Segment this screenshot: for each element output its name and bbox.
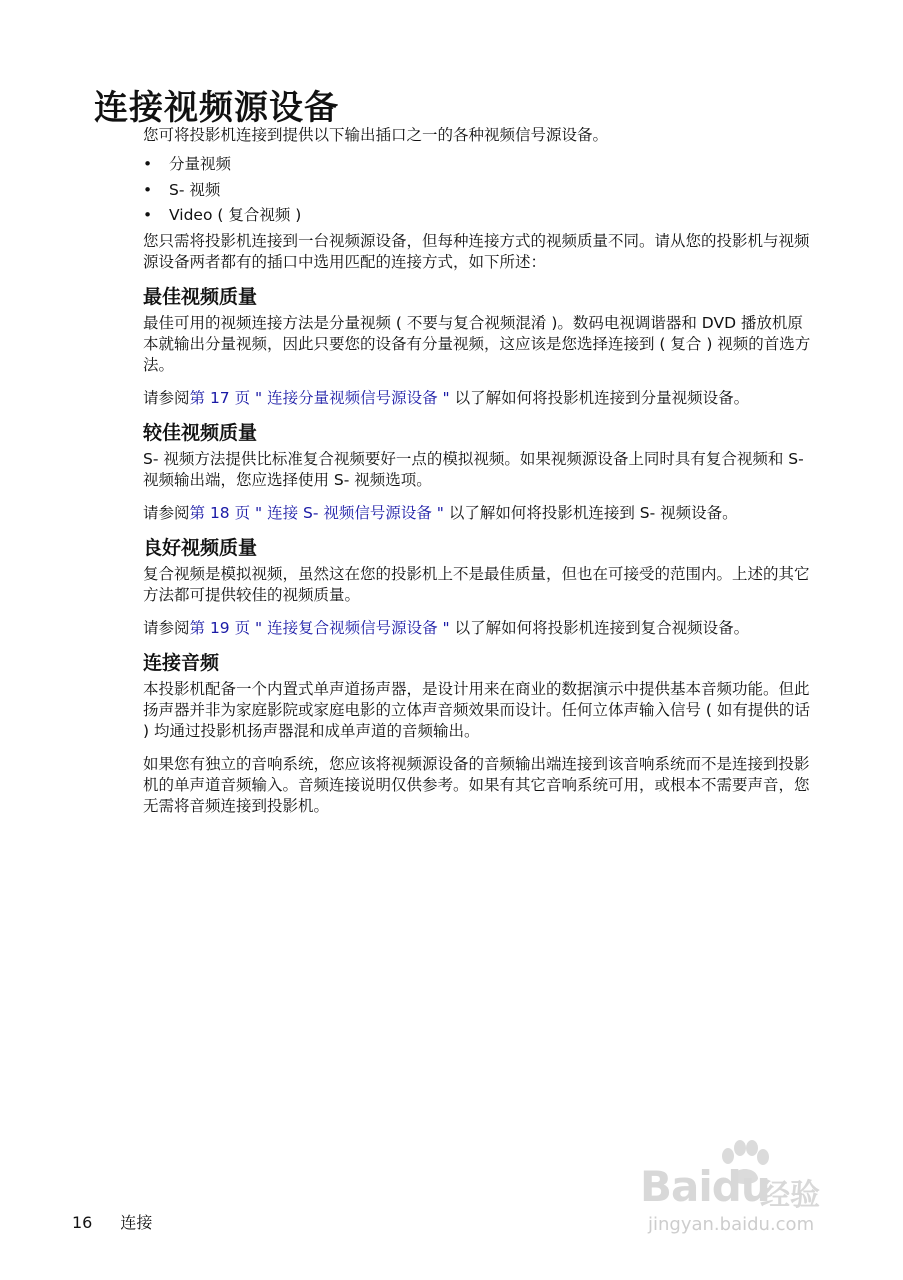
quality-note-paragraph: 您只需将投影机连接到一台视频源设备，但每种连接方式的视频质量不同。请从您的投影机与视频源设备两者都有的插口中选用匹配的连接方式，如下所述： bbox=[143, 231, 810, 271]
list-item: • 分量视频 bbox=[143, 152, 813, 178]
list-item: • Video ( 复合视频 ) bbox=[143, 203, 813, 229]
watermark-brand: 经验 bbox=[760, 1178, 820, 1213]
intro-paragraph: 您可将投影机连接到提供以下输出插口之一的各种视频信号源设备。 bbox=[143, 126, 609, 144]
bullet-icon: • bbox=[143, 180, 153, 199]
audio-body-1: 本投影机配备一个内置式单声道扬声器，是设计用来在商业的数据演示中提供基本音频功能。但此扬声器并非为家庭影院或家庭电影的立体声音频效果而设计。任何立体声输入信号 ( 如有提供的话 ) 均通过投影机扬声器混和成单声道的音频输出。 bbox=[143, 679, 810, 740]
good-quality-heading: 良好视频质量 bbox=[143, 536, 258, 559]
audio-heading: 连接音频 bbox=[143, 651, 220, 674]
list-item: • S- 视频 bbox=[143, 178, 813, 204]
page-17-link[interactable]: 第 17 页 " 连接分量视频信号源设备 " bbox=[189, 388, 450, 407]
baidu-watermark bbox=[640, 1140, 860, 1240]
good-quality-reference: 请参阅第 19 页 " 连接复合视频信号源设备 " 以了解如何将投影机连接到复合视频设备。 bbox=[143, 618, 750, 637]
page-19-link[interactable]: 第 19 页 " 连接复合视频信号源设备 " bbox=[189, 618, 450, 637]
better-quality-heading: 较佳视频质量 bbox=[143, 421, 258, 444]
best-quality-reference: 请参阅第 17 页 " 连接分量视频信号源设备 " 以了解如何将投影机连接到分量视频设备。 bbox=[143, 388, 750, 407]
better-quality-body: S- 视频方法提供比标准复合视频要好一点的模拟视频。如果视频源设备上同时具有复合视频和 S- 视频输出端，您应选择使用 S- 视频选项。 bbox=[143, 449, 804, 489]
page-number: 16 bbox=[72, 1213, 93, 1232]
page-footer bbox=[72, 1210, 152, 1233]
audio-body-2: 如果您有独立的音响系统，您应该将视频源设备的音频输出端连接到该音响系统而不是连接到投影机的单声道音频输入。音频连接说明仅供参考。如果有其它音响系统可用，或根本不需要声音，您无需将音频连接到投影机。 bbox=[143, 754, 810, 815]
bullet-icon: • bbox=[143, 155, 153, 173]
bullet-icon: • bbox=[143, 206, 153, 224]
best-quality-heading: 最佳视频质量 bbox=[143, 285, 258, 308]
good-quality-body: 复合视频是模拟视频，虽然这在您的投影机上不是最佳质量，但也在可接受的范围内。上述的其它方法都可提供较佳的视频质量。 bbox=[143, 564, 810, 604]
best-quality-body: 最佳可用的视频连接方法是分量视频 ( 不要与复合视频混淆 )。数码电视调谐器和 DVD 播放机原本就输出分量视频，因此只要您的设备有分量视频，这应该是您选择连接到 ( 复合 ) 视频的首选方法。 bbox=[143, 313, 811, 374]
footer-section-label: 连接 bbox=[120, 1213, 153, 1232]
watermark-logo: Baidu bbox=[640, 1162, 770, 1211]
main-content bbox=[143, 125, 813, 829]
watermark-url: jingyan.baidu.com bbox=[648, 1214, 815, 1235]
page-title: 连接视频源设备 bbox=[94, 88, 339, 128]
page-18-link[interactable]: 第 18 页 " 连接 S- 视频信号源设备 " bbox=[189, 503, 444, 522]
output-type-list bbox=[143, 152, 813, 229]
better-quality-reference: 请参阅第 18 页 " 连接 S- 视频信号源设备 " 以了解如何将投影机连接到 S- 视频设备。 bbox=[143, 503, 738, 522]
